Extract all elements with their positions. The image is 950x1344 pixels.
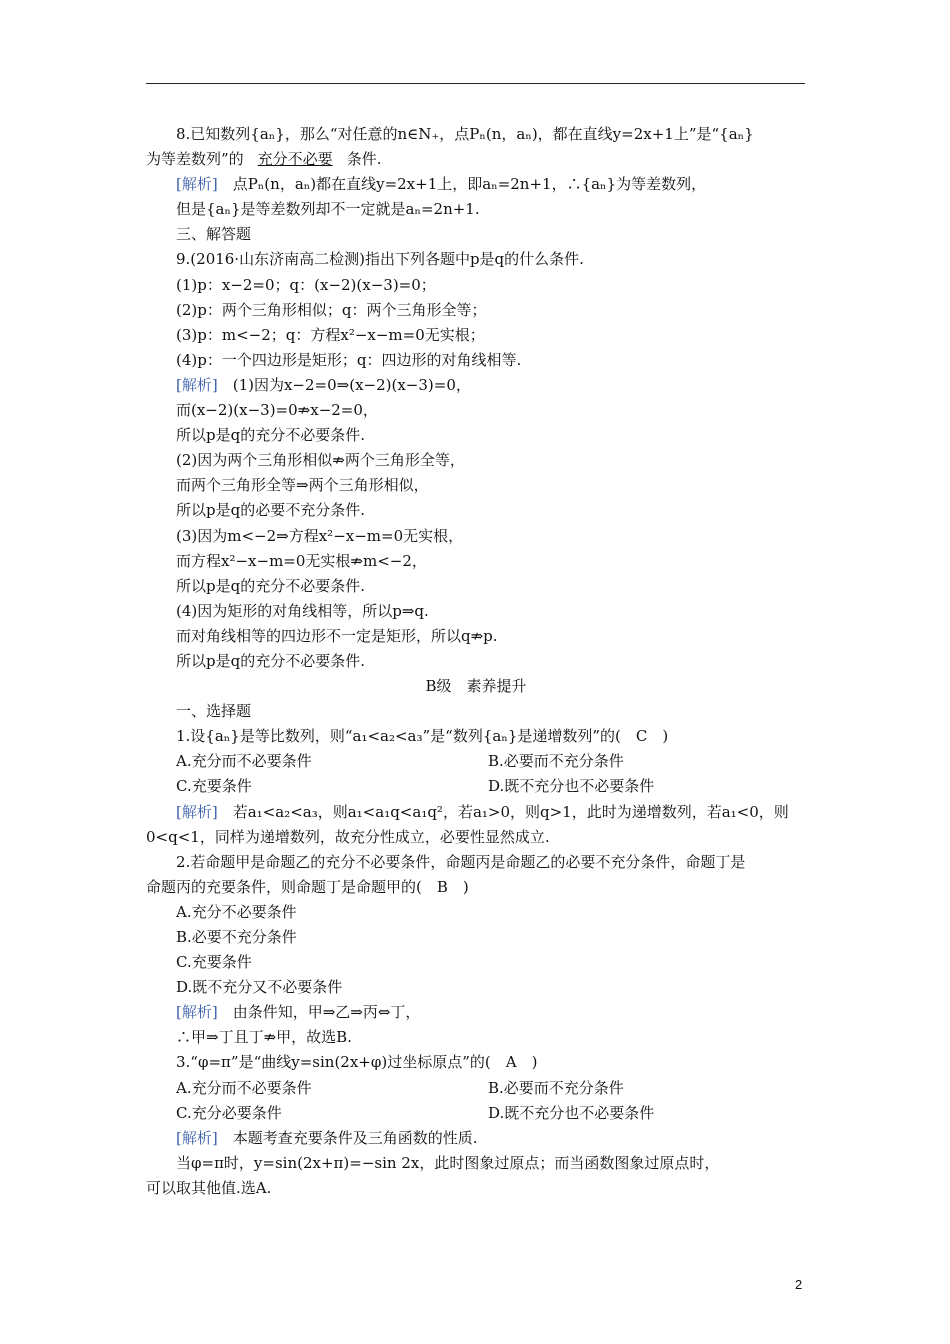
text-line: 但是{aₙ}是等差数列却不一定就是aₙ=2n+1. xyxy=(176,200,480,219)
text-line: 所以p是q的必要不充分条件. xyxy=(176,501,365,520)
text-line: 1.设{aₙ}是等比数列，则“a₁<a₂<a₃”是“数列{aₙ}是递增数列”的( C ) xyxy=(176,727,669,746)
solution-text: 点Pₙ(n，aₙ)都在直线y=2x+1上，即aₙ=2n+1，∴{aₙ}为等差数列， xyxy=(217,175,707,194)
text-line: 一、选择题 xyxy=(176,702,252,721)
text-line: (4)因为矩形的对角线相等，所以p⇒q. xyxy=(176,601,429,620)
choice-option: C.充分必要条件 xyxy=(176,1103,282,1122)
option-row xyxy=(146,749,806,774)
solution-text: 若a₁<a₂<a₃，则a₁<a₁q<a₁q²，若a₁>0，则q>1，此时为递增数列，若a₁<0，则 xyxy=(217,802,789,821)
text-line: B.必要不充分条件 xyxy=(176,928,297,946)
text-line: (2)因为两个三角形相似⇏两个三角形全等， xyxy=(176,451,465,470)
choice-option: D.既不充分也不必要条件 xyxy=(488,1103,655,1122)
text-line: 三、解答题 xyxy=(176,225,252,244)
text-line: (3)因为m<−2⇒方程x²−x−m=0无实根， xyxy=(176,526,464,545)
text-line: 0<q<1，同样为递增数列，故充分性成立，必要性显然成立. xyxy=(146,827,550,846)
solution-tag: [解析] xyxy=(176,1003,218,1022)
solution-line xyxy=(146,172,806,197)
text-line: (2)p：两个三角形相似；q：两个三角形全等； xyxy=(176,300,487,319)
text-line: (1)p：x−2=0；q：(x−2)(x−3)=0； xyxy=(176,275,436,294)
text-line: A.充分不必要条件 xyxy=(176,902,297,921)
text-line: 而对角线相等的四边形不一定是矩形，所以q⇏p. xyxy=(176,626,498,645)
fill-blank-line xyxy=(146,147,806,172)
text-line: 当φ=π时，y=sin(2x+π)=−sin 2x，此时图象过原点；而当函数图象过原点时， xyxy=(176,1153,720,1172)
text-line: 所以p是q的充分不必要条件. xyxy=(176,426,365,445)
text-line: C.充要条件 xyxy=(176,953,252,972)
text-line: D.既不充分又不必要条件 xyxy=(176,978,343,997)
solution-line xyxy=(146,1000,806,1025)
solution-text: (1)因为x−2=0⇒(x−2)(x−3)=0， xyxy=(217,375,471,394)
text-segment: 条件. xyxy=(346,150,382,169)
option-row xyxy=(146,774,806,799)
choice-option: C.充要条件 xyxy=(176,777,252,796)
section-heading: B级 素养提升 xyxy=(425,677,527,696)
choice-option: B.必要而不充分条件 xyxy=(488,1078,624,1097)
text-line: 命题丙的充要条件，则命题丁是命题甲的( B ) xyxy=(146,877,469,896)
option-row xyxy=(146,1076,806,1101)
choice-option: B.必要而不充分条件 xyxy=(488,752,624,771)
solution-tag: [解析] xyxy=(176,802,218,821)
page-number: 2 xyxy=(795,1277,803,1292)
text-line: (3)p：m<−2；q：方程x²−x−m=0无实根； xyxy=(176,325,485,344)
blank-answer: 充分不必要 xyxy=(257,150,333,169)
text-line: 而(x−2)(x−3)=0⇏x−2=0， xyxy=(176,401,378,420)
choice-option: A.充分而不必要条件 xyxy=(176,1078,312,1097)
option-row xyxy=(146,1101,806,1126)
text-line: 所以p是q的充分不必要条件. xyxy=(176,576,365,595)
text-line: 可以取其他值.选A. xyxy=(146,1178,272,1197)
document-body xyxy=(146,122,806,1201)
text-line: 2.若命题甲是命题乙的充分不必要条件，命题丙是命题乙的必要不充分条件，命题丁是 xyxy=(176,852,746,871)
text-line: (4)p：一个四边形是矩形；q：四边形的对角线相等. xyxy=(176,350,522,369)
solution-line xyxy=(146,373,806,398)
solution-tag: [解析] xyxy=(176,1128,218,1147)
text-segment: 为等差数列”的 xyxy=(146,150,244,169)
text-line: 而方程x²−x−m=0无实根⇏m<−2， xyxy=(176,551,427,570)
text-line: 8.已知数列{aₙ}，那么“对任意的n∈N₊，点Pₙ(n，aₙ)，都在直线y=2x+1上”是“{aₙ} xyxy=(176,125,754,143)
choice-option: D.既不充分也不必要条件 xyxy=(488,777,655,796)
text-line: 9.(2016·山东济南高二检测)指出下列各题中p是q的什么条件. xyxy=(176,250,584,269)
solution-text: 由条件知，甲⇒乙⇒丙⇔丁， xyxy=(217,1003,421,1022)
text-line: 所以p是q的充分不必要条件. xyxy=(176,651,365,670)
text-line: 而两个三角形全等⇒两个三角形相似， xyxy=(176,476,429,495)
solution-line xyxy=(146,1126,806,1151)
header-rule xyxy=(146,83,805,84)
solution-tag: [解析] xyxy=(176,375,218,394)
solution-text: 本题考查充要条件及三角函数的性质. xyxy=(217,1128,478,1147)
text-line: 3.“φ=π”是“曲线y=sin(2x+φ)过坐标原点”的( A ) xyxy=(176,1053,538,1072)
choice-option: A.充分而不必要条件 xyxy=(176,752,312,771)
solution-tag: [解析] xyxy=(176,175,218,194)
text-line: ∴甲⇒丁且丁⇏甲，故选B. xyxy=(176,1028,352,1047)
solution-line xyxy=(146,800,806,825)
